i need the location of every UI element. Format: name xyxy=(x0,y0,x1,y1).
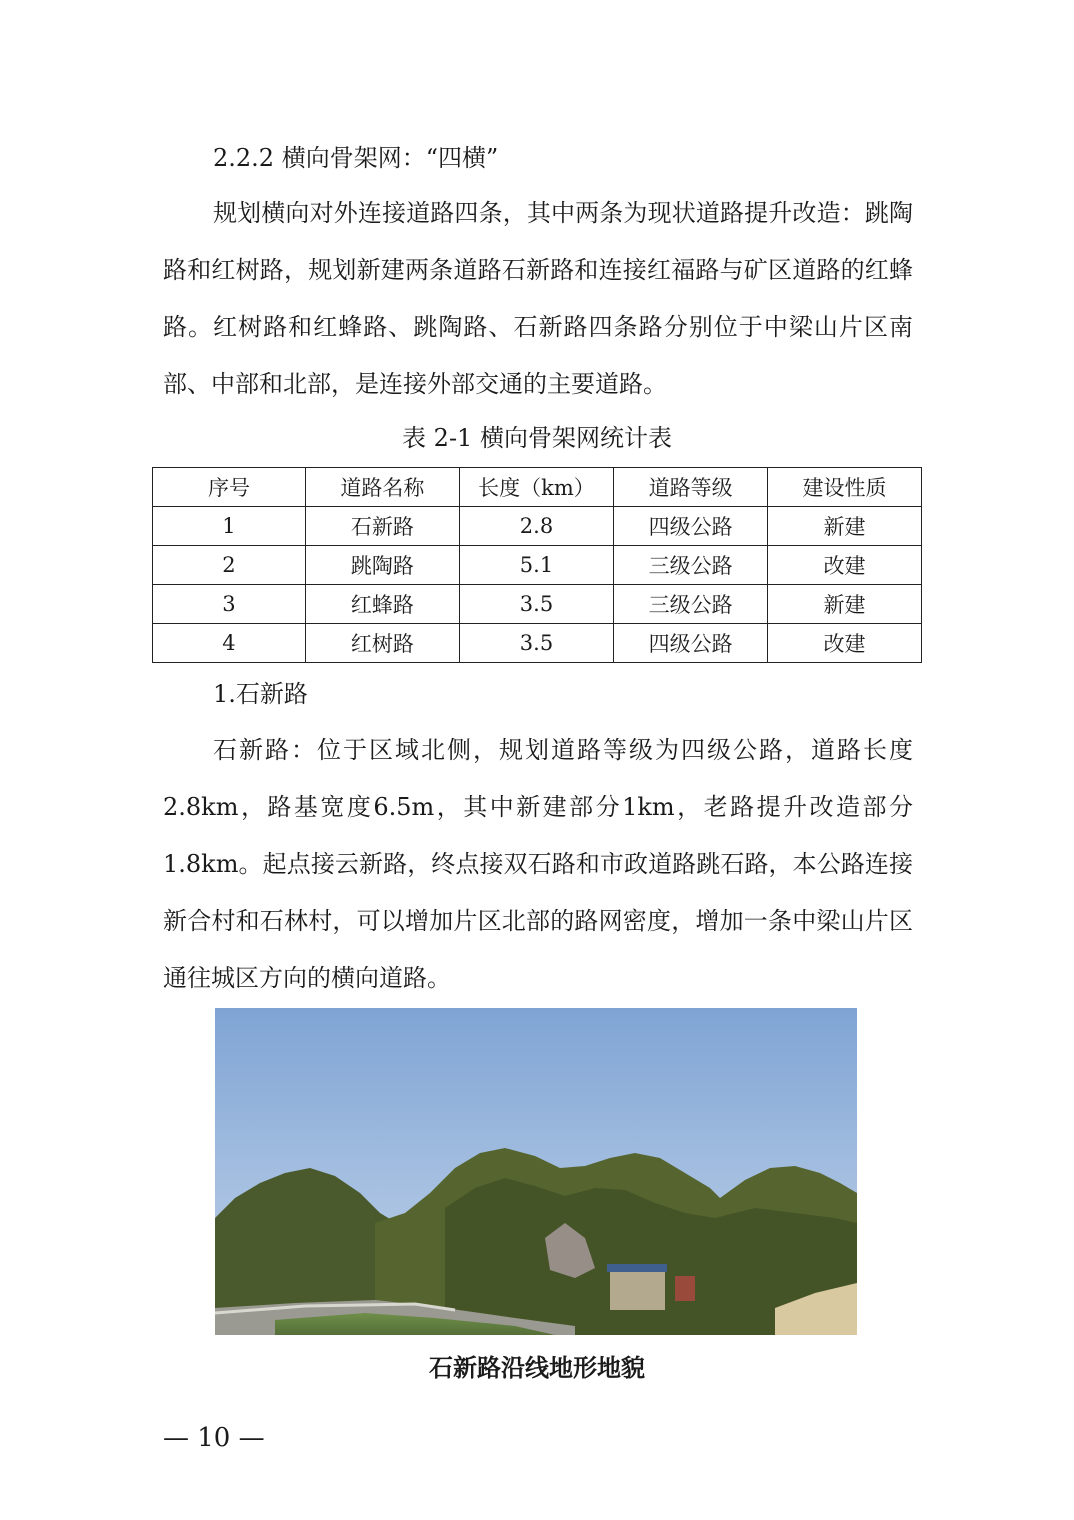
table-cell: 2.8 xyxy=(459,507,613,546)
photo-caption: 石新路沿线地形地貌 xyxy=(429,1353,645,1382)
section-heading: 2.2.2 横向骨架网：“四横” xyxy=(213,144,499,172)
table-cell: 1 xyxy=(153,507,306,546)
subsection-paragraph: 石新路：位于区域北侧，规划道路等级为四级公路，道路长度2.8km，路基宽度6.5m，其中新建部分1km，老路提升改造部分1.8km。起点接云新路，终点接双石路和市政道路跳石路，本公路连接新合村和石林村，可以增加片区北部的路网密度，增加一条中梁山片区通往城区方向的横向道路。 xyxy=(163,736,913,992)
table-cell: 石新路 xyxy=(305,507,459,546)
table-cell: 新建 xyxy=(768,585,922,624)
terrain-photo xyxy=(215,1008,857,1335)
table-row xyxy=(153,546,922,585)
column-header-index: 序号 xyxy=(153,468,306,507)
table-cell: 三级公路 xyxy=(614,585,768,624)
table-row xyxy=(153,585,922,624)
column-header-length: 长度（km） xyxy=(459,468,613,507)
table-row xyxy=(153,624,922,663)
table-cell: 3 xyxy=(153,585,306,624)
subsection-heading: 1.石新路 xyxy=(213,680,308,708)
table-cell: 红蜂路 xyxy=(305,585,459,624)
table-row xyxy=(153,507,922,546)
table-caption: 表 2-1 横向骨架网统计表 xyxy=(402,424,672,452)
table-header-row xyxy=(153,468,922,507)
table-cell: 四级公路 xyxy=(614,507,768,546)
road-statistics-table xyxy=(152,467,922,663)
village-house xyxy=(610,1270,665,1310)
village-shed xyxy=(675,1276,695,1301)
column-header-grade: 道路等级 xyxy=(614,468,768,507)
village-roof xyxy=(607,1264,667,1272)
table-cell: 4 xyxy=(153,624,306,663)
column-header-road-name: 道路名称 xyxy=(305,468,459,507)
table-cell: 改建 xyxy=(768,624,922,663)
page-number: — 10 — xyxy=(163,1423,265,1453)
table-cell: 5.1 xyxy=(459,546,613,585)
column-header-construction-type: 建设性质 xyxy=(768,468,922,507)
table-cell: 跳陶路 xyxy=(305,546,459,585)
table-cell: 3.5 xyxy=(459,624,613,663)
table-cell: 3.5 xyxy=(459,585,613,624)
section-paragraph: 规划横向对外连接道路四条，其中两条为现状道路提升改造：跳陶路和红树路，规划新建两条道路石新路和连接红福路与矿区道路的红蜂路。红树路和红蜂路、跳陶路、石新路四条路分别位于中梁山片区南部、中部和北部，是连接外部交通的主要道路。 xyxy=(163,199,913,398)
table-cell: 改建 xyxy=(768,546,922,585)
table-cell: 三级公路 xyxy=(614,546,768,585)
table-cell: 新建 xyxy=(768,507,922,546)
table-cell: 2 xyxy=(153,546,306,585)
table-cell: 红树路 xyxy=(305,624,459,663)
table-cell: 四级公路 xyxy=(614,624,768,663)
